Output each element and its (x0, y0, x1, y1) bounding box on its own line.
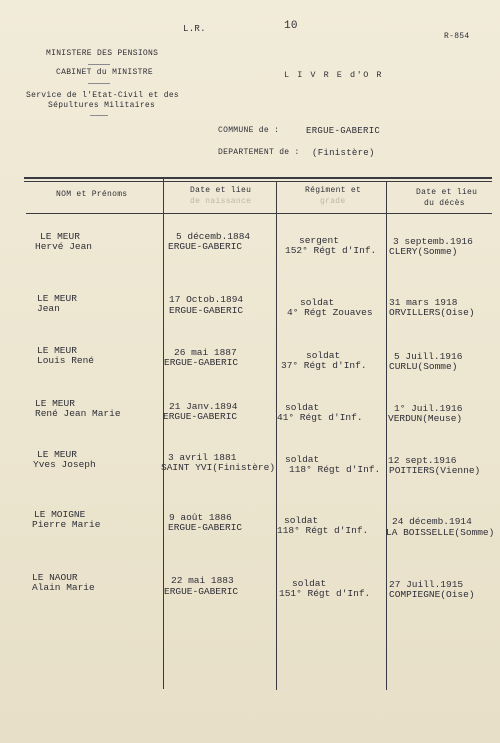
row-birth-place: ERGUE-GABERIC (168, 522, 243, 533)
row-birth-place: ERGUE-GABERIC (169, 305, 244, 316)
service-line-2: Sépultures Militaires (48, 101, 156, 110)
row-death-place: CURLU(Somme) (389, 361, 458, 372)
column-header-death-1: Date et lieu (416, 188, 478, 197)
row-death-place: COMPIEGNE(Oise) (389, 589, 475, 600)
column-divider-2 (276, 182, 277, 690)
separator (88, 64, 110, 65)
row-birth-place: ERGUE-GABERIC (168, 241, 243, 252)
row-death-date: 27 Juill.1915 (389, 579, 464, 590)
row-given-names: Hervé Jean (35, 241, 93, 252)
row-death-date: 24 décemb.1914 (392, 516, 472, 527)
row-death-place: VERDUN(Meuse) (388, 413, 463, 424)
row-grade: soldat (300, 297, 335, 308)
row-birth-place: ERGUE-GABERIC (164, 357, 239, 368)
row-death-place: CLERY(Somme) (389, 246, 458, 257)
row-surname: LE MEUR (37, 345, 77, 356)
column-divider-1 (163, 179, 164, 689)
row-birth-date: 22 mai 1883 (171, 575, 234, 586)
row-given-names: Louis René (37, 355, 95, 366)
row-death-date: 12 sept.1916 (388, 455, 457, 466)
row-birth-date: 3 avril 1881 (168, 452, 237, 463)
column-header-name: NOM et Prénoms (56, 190, 128, 199)
row-given-names: Pierre Marie (32, 519, 101, 530)
header-bottom-rule (26, 213, 492, 214)
row-surname: LE MEUR (40, 231, 80, 242)
row-death-date: 5 Juill.1916 (394, 351, 463, 362)
row-regiment: 37° Régt d'Inf. (281, 360, 367, 371)
column-divider-3 (386, 182, 387, 690)
initials: L.R. (183, 24, 206, 34)
column-header-birth-1: Date et lieu (190, 186, 252, 195)
row-birth-date: 21 Janv.1894 (169, 401, 238, 412)
column-header-regiment-2: grade (320, 197, 346, 206)
row-given-names: Alain Marie (32, 582, 95, 593)
row-birth-date: 5 décemb.1884 (176, 231, 251, 242)
row-regiment: 118° Régt d'Inf. (277, 525, 369, 536)
reference-number: R-854 (444, 32, 470, 41)
row-given-names: René Jean Marie (35, 408, 121, 419)
row-surname: LE MEUR (37, 449, 77, 460)
row-grade: soldat (285, 402, 320, 413)
row-grade: soldat (306, 350, 341, 361)
row-given-names: Jean (37, 303, 60, 314)
row-birth-date: 17 Octob.1894 (169, 294, 244, 305)
row-regiment: 4° Régt Zouaves (287, 307, 373, 318)
row-grade: sergent (299, 235, 339, 246)
commune-value: ERGUE-GABERIC (306, 126, 381, 136)
row-surname: LE NAOUR (32, 572, 78, 583)
row-regiment: 118° Régt d'Inf. (289, 464, 381, 475)
row-birth-place: ERGUE-GABERIC (164, 586, 239, 597)
departement-value: (Finistère) (312, 148, 375, 158)
row-birth-place: SAINT YVI(Finistère) (161, 462, 276, 473)
row-surname: LE MEUR (37, 293, 77, 304)
separator (88, 83, 110, 84)
departement-label: DEPARTEMENT de : (218, 148, 300, 157)
row-birth-date: 9 août 1886 (169, 512, 232, 523)
row-given-names: Yves Joseph (33, 459, 96, 470)
row-regiment: 152° Régt d'Inf. (285, 245, 377, 256)
page-number: 10 (284, 20, 298, 32)
row-death-place: ORVILLERS(Oise) (389, 307, 475, 318)
row-regiment: 151° Régt d'Inf. (279, 588, 371, 599)
row-grade: soldat (284, 515, 319, 526)
row-grade: soldat (285, 454, 320, 465)
ministry-title: MINISTERE DES PENSIONS (46, 49, 159, 58)
row-surname: LE MOIGNE (34, 509, 86, 520)
separator (90, 115, 108, 116)
row-surname: LE MEUR (35, 398, 75, 409)
cabinet-title: CABINET du MINISTRE (56, 68, 153, 77)
row-birth-place: ERGUE-GABERIC (163, 411, 238, 422)
row-death-date: 1° Juil.1916 (394, 403, 463, 414)
row-death-date: 3 septemb.1916 (393, 236, 473, 247)
row-regiment: 41° Régt d'Inf. (277, 412, 363, 423)
book-title: L I V R E d'O R (284, 70, 384, 80)
column-header-birth-2: de naissance (190, 197, 252, 206)
table-top-rule (24, 177, 492, 179)
table-top-rule-2 (24, 181, 492, 182)
row-death-place: POITIERS(Vienne) (389, 465, 481, 476)
row-death-place: LA BOISSELLE(Somme) (386, 527, 495, 538)
service-line-1: Service de l'Etat-Civil et des (26, 91, 180, 100)
column-header-regiment-1: Régiment et (305, 186, 362, 195)
commune-label: COMMUNE de : (218, 126, 280, 135)
row-death-date: 31 mars 1918 (389, 297, 458, 308)
column-header-death-2: du décès (424, 199, 465, 208)
row-birth-date: 26 mai 1887 (174, 347, 237, 358)
row-grade: soldat (292, 578, 327, 589)
